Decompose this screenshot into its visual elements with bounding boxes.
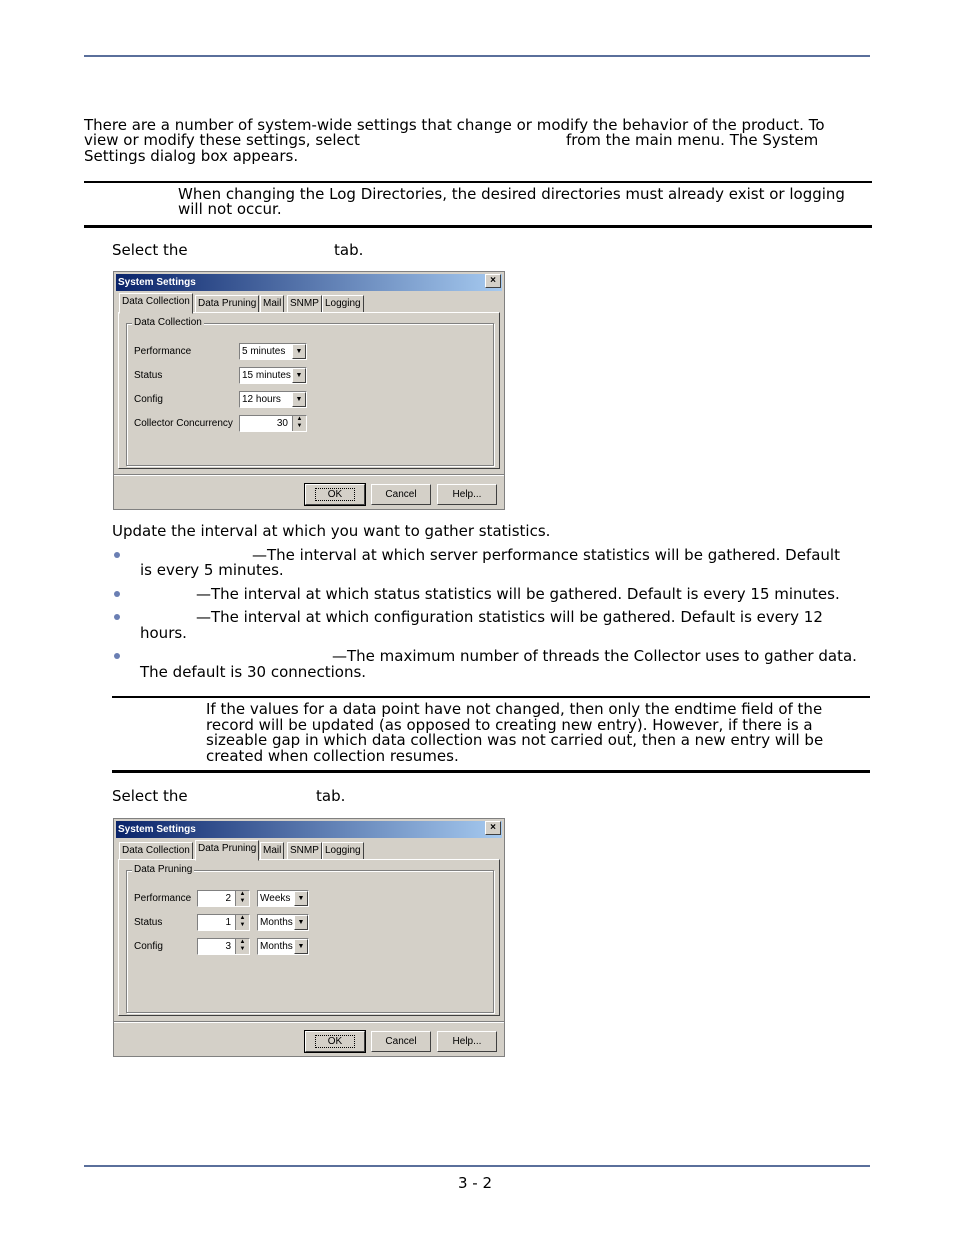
header-rule: [84, 55, 870, 57]
cancel-button[interactable]: Cancel: [371, 1031, 431, 1052]
tab-data-collection[interactable]: Data Collection: [119, 293, 193, 314]
dialog-title: System Settings: [116, 821, 502, 838]
config-label: Config: [134, 394, 163, 405]
status-interval-select[interactable]: [239, 367, 307, 384]
ok-button[interactable]: OK: [305, 484, 365, 505]
help-button[interactable]: Help...: [437, 1031, 497, 1052]
help-button[interactable]: Help...: [437, 484, 497, 505]
bullet-dot: [114, 552, 120, 558]
intro-line-2a: view or modify these settings, select: [84, 131, 360, 149]
status-unit-select[interactable]: [257, 914, 309, 931]
cancel-button[interactable]: Cancel: [371, 484, 431, 505]
footer-rule: [84, 1165, 870, 1167]
status-label: Status: [134, 917, 163, 928]
performance-value: 5 minutes: [242, 346, 286, 357]
config-unit-value: Months: [260, 941, 293, 952]
tab-data-collection[interactable]: Data Collection: [119, 842, 193, 860]
bullet-config-line-1: —The interval at which configuration statistics will be gathered. Default is every 12: [196, 608, 823, 626]
config-interval-select[interactable]: [239, 391, 307, 408]
performance-interval-select[interactable]: [239, 343, 307, 360]
performance-retention-value: 2: [225, 893, 231, 904]
tab-panel: [118, 312, 500, 469]
spin-arrows-icon[interactable]: ▲ ▼: [235, 915, 249, 930]
note2-line-4: created when collection resumes.: [206, 747, 459, 765]
bullet-dot: [114, 591, 120, 597]
chevron-down-icon[interactable]: ▼: [294, 915, 308, 930]
spin-arrows-icon[interactable]: ▲ ▼: [235, 891, 249, 906]
note1-line-1: When changing the Log Directories, the desired directories must already exist or logging: [178, 185, 845, 203]
config-label: Config: [134, 941, 163, 952]
note2-top-rule: [112, 696, 870, 698]
page-number: 3 - 2: [458, 1174, 493, 1192]
bullet-dot: [114, 653, 120, 659]
note2-line-3: sizeable gap in which data collection was not carried out, then a new entry will be: [206, 731, 824, 749]
tab-mail[interactable]: Mail: [260, 842, 284, 860]
config-retention-stepper[interactable]: [197, 938, 250, 955]
dialog-separator: [114, 474, 504, 476]
spin-arrows-icon[interactable]: ▲ ▼: [292, 416, 306, 431]
bullet-concurrency-line-1: —The maximum number of threads the Collector uses to gather data.: [332, 647, 857, 665]
ok-button[interactable]: OK: [305, 1031, 365, 1052]
data-collection-group: [126, 317, 494, 466]
step1-suffix: tab.: [334, 241, 364, 259]
bullet-concurrency-line-2: The default is 30 connections.: [140, 663, 367, 681]
note2-bottom-rule: [112, 770, 870, 773]
collector-concurrency-label: Collector Concurrency: [134, 418, 233, 429]
system-settings-dialog-collection: [113, 271, 505, 510]
tab-snmp[interactable]: SNMP: [287, 842, 322, 860]
chevron-down-icon[interactable]: ▼: [294, 891, 308, 906]
note1-line-2: will not occur.: [178, 200, 282, 218]
bullet-status-line-1: —The interval at which status statistics will be gathered. Default is every 15 minutes.: [196, 585, 840, 603]
chevron-down-icon[interactable]: ▼: [292, 392, 306, 407]
group-title: Data Collection: [134, 317, 202, 328]
status-retention-stepper[interactable]: [197, 914, 250, 931]
step1-prefix: Select the: [112, 241, 188, 259]
data-pruning-group: [126, 864, 494, 1013]
intro-line-3: Settings dialog box appears.: [84, 147, 299, 165]
note1-top-rule: [84, 181, 872, 183]
tab-logging[interactable]: Logging: [322, 842, 364, 860]
status-value: 15 minutes: [242, 370, 291, 381]
performance-unit-value: Weeks: [260, 893, 291, 904]
performance-label: Performance: [134, 346, 192, 357]
status-label: Status: [134, 370, 163, 381]
update-instruction: Update the interval at which you want to gather statistics.: [112, 522, 551, 540]
tab-panel: [118, 859, 500, 1016]
status-retention-value: 1: [225, 917, 231, 928]
chevron-down-icon[interactable]: ▼: [294, 939, 308, 954]
bullet-performance-line-1: —The interval at which server performance statistics will be gathered. Default: [252, 546, 840, 564]
bullet-performance-line-2: is every 5 minutes.: [140, 561, 284, 579]
step2-suffix: tab.: [316, 787, 346, 805]
close-icon[interactable]: ×: [485, 274, 501, 288]
status-unit-value: Months: [260, 917, 293, 928]
performance-label: Performance: [134, 893, 192, 904]
dialog-title: System Settings: [116, 274, 502, 291]
note2-line-1: If the values for a data point have not changed, then only the endtime field of the: [206, 700, 823, 718]
chevron-down-icon[interactable]: ▼: [292, 368, 306, 383]
system-settings-dialog-pruning: [113, 818, 505, 1057]
intro-line-1: There are a number of system-wide settings that change or modify the behavior of the product. To: [84, 116, 825, 134]
tab-mail[interactable]: Mail: [260, 295, 284, 313]
close-icon[interactable]: ×: [485, 821, 501, 835]
performance-unit-select[interactable]: [257, 890, 309, 907]
step2-prefix: Select the: [112, 787, 188, 805]
tab-data-pruning[interactable]: Data Pruning: [195, 295, 259, 313]
collector-concurrency-stepper[interactable]: [239, 415, 307, 432]
note1-bottom-rule: [84, 225, 872, 228]
collector-concurrency-value: 30: [276, 418, 288, 429]
bullet-config-line-2: hours.: [140, 624, 187, 642]
config-value: 12 hours: [242, 394, 281, 405]
bullet-dot: [114, 614, 120, 620]
tab-snmp[interactable]: SNMP: [287, 295, 322, 313]
note2-line-2: record will be updated (as opposed to creating new entry). However, if there is a: [206, 716, 813, 734]
chevron-down-icon[interactable]: ▼: [292, 344, 306, 359]
config-unit-select[interactable]: [257, 938, 309, 955]
config-retention-value: 3: [225, 941, 231, 952]
performance-retention-stepper[interactable]: [197, 890, 250, 907]
tab-data-pruning[interactable]: Data Pruning: [195, 840, 259, 861]
tab-logging[interactable]: Logging: [322, 295, 364, 313]
spin-arrows-icon[interactable]: ▲ ▼: [235, 939, 249, 954]
intro-line-2b: from the main menu. The System: [566, 131, 819, 149]
dialog-separator: [114, 1021, 504, 1023]
group-title: Data Pruning: [134, 864, 193, 875]
